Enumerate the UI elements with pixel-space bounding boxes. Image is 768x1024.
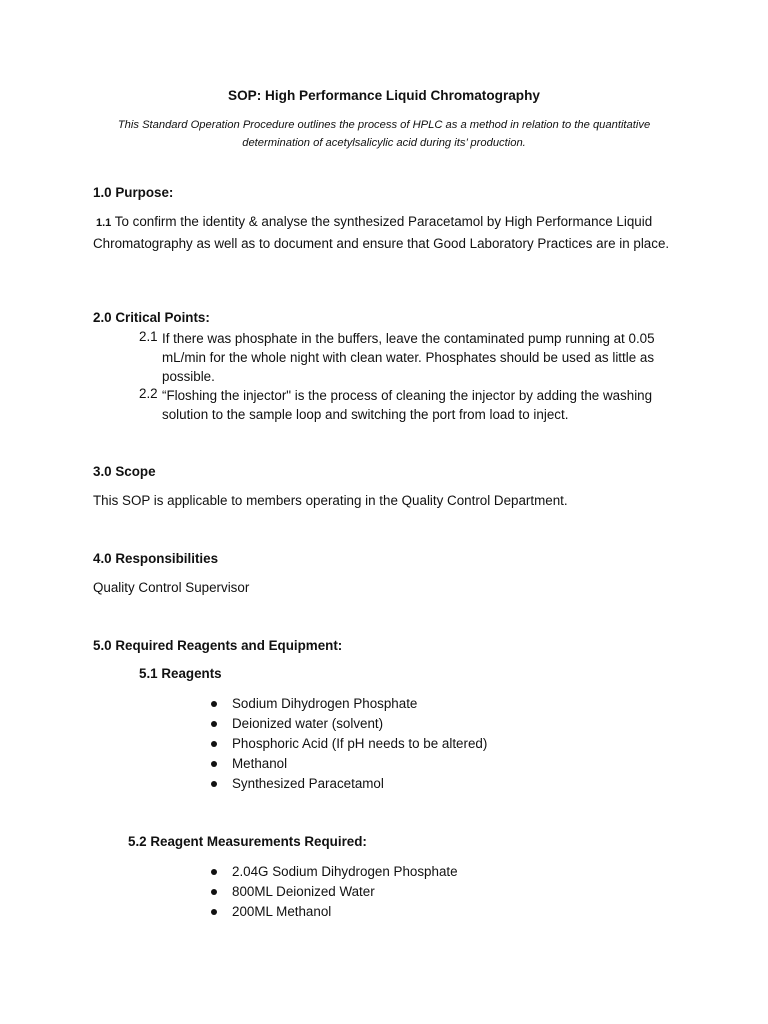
scope-text: This SOP is applicable to members operating in the Quality Control Department. xyxy=(93,493,568,508)
bullet-icon xyxy=(211,909,217,915)
bullet-icon xyxy=(211,889,217,895)
reagents-equipment-heading: 5.0 Required Reagents and Equipment: xyxy=(93,638,343,653)
responsibilities-heading: 4.0 Responsibilities xyxy=(93,551,219,566)
critical-point-text: “Floshing the injector" is the process of cleaning the injector by adding the washing solution to the sample loop and switching the port from load to inject. xyxy=(162,388,653,422)
bullet-icon xyxy=(211,701,217,707)
bullet-icon xyxy=(211,761,217,767)
measurements-list xyxy=(209,862,458,922)
reagents-heading: 5.1 Reagents xyxy=(139,666,222,681)
critical-point-item xyxy=(139,329,679,386)
critical-point-item xyxy=(139,386,679,424)
critical-point-number: 2.1 xyxy=(139,329,158,344)
list-item: Synthesized Paracetamol xyxy=(209,774,487,794)
bullet-icon xyxy=(211,721,217,727)
document-subtitle: This Standard Operation Procedure outlines the process of HPLC as a method in relation to the quantitative determination of acetylsalicylic acid during its’ production. xyxy=(117,119,651,149)
purpose-heading: 1.0 Purpose: xyxy=(93,185,174,200)
purpose-paragraph xyxy=(93,212,673,253)
list-item: 2.04G Sodium Dihydrogen Phosphate xyxy=(209,862,458,882)
document-title: SOP: High Performance Liquid Chromatography xyxy=(228,88,540,103)
critical-point-text: If there was phosphate in the buffers, leave the contaminated pump running at 0.05 mL/min for the whole night with clean water. Phosphates should be used as little as possible. xyxy=(162,331,655,384)
critical-point-number: 2.2 xyxy=(139,386,158,401)
list-item: Sodium Dihydrogen Phosphate xyxy=(209,694,487,714)
list-item: Deionized water (solvent) xyxy=(209,714,487,734)
purpose-text: To confirm the identity & analyse the synthesized Paracetamol by High Performance Liquid Chromatography as well as to document and ensure that Good Laboratory Practices are in place. xyxy=(93,214,670,251)
list-item: 800ML Deionized Water xyxy=(209,882,458,902)
responsibilities-text: Quality Control Supervisor xyxy=(93,580,250,595)
bullet-icon xyxy=(211,741,217,747)
critical-points-heading: 2.0 Critical Points: xyxy=(93,310,210,325)
measurements-heading: 5.2 Reagent Measurements Required: xyxy=(128,834,367,849)
list-item: Methanol xyxy=(209,754,487,774)
reagents-list xyxy=(209,694,487,794)
purpose-number: 1.1 xyxy=(96,217,112,229)
list-item: Phosphoric Acid (If pH needs to be altered) xyxy=(209,734,487,754)
list-item: 200ML Methanol xyxy=(209,902,458,922)
bullet-icon xyxy=(211,781,217,787)
bullet-icon xyxy=(211,869,217,875)
scope-heading: 3.0 Scope xyxy=(93,464,156,479)
